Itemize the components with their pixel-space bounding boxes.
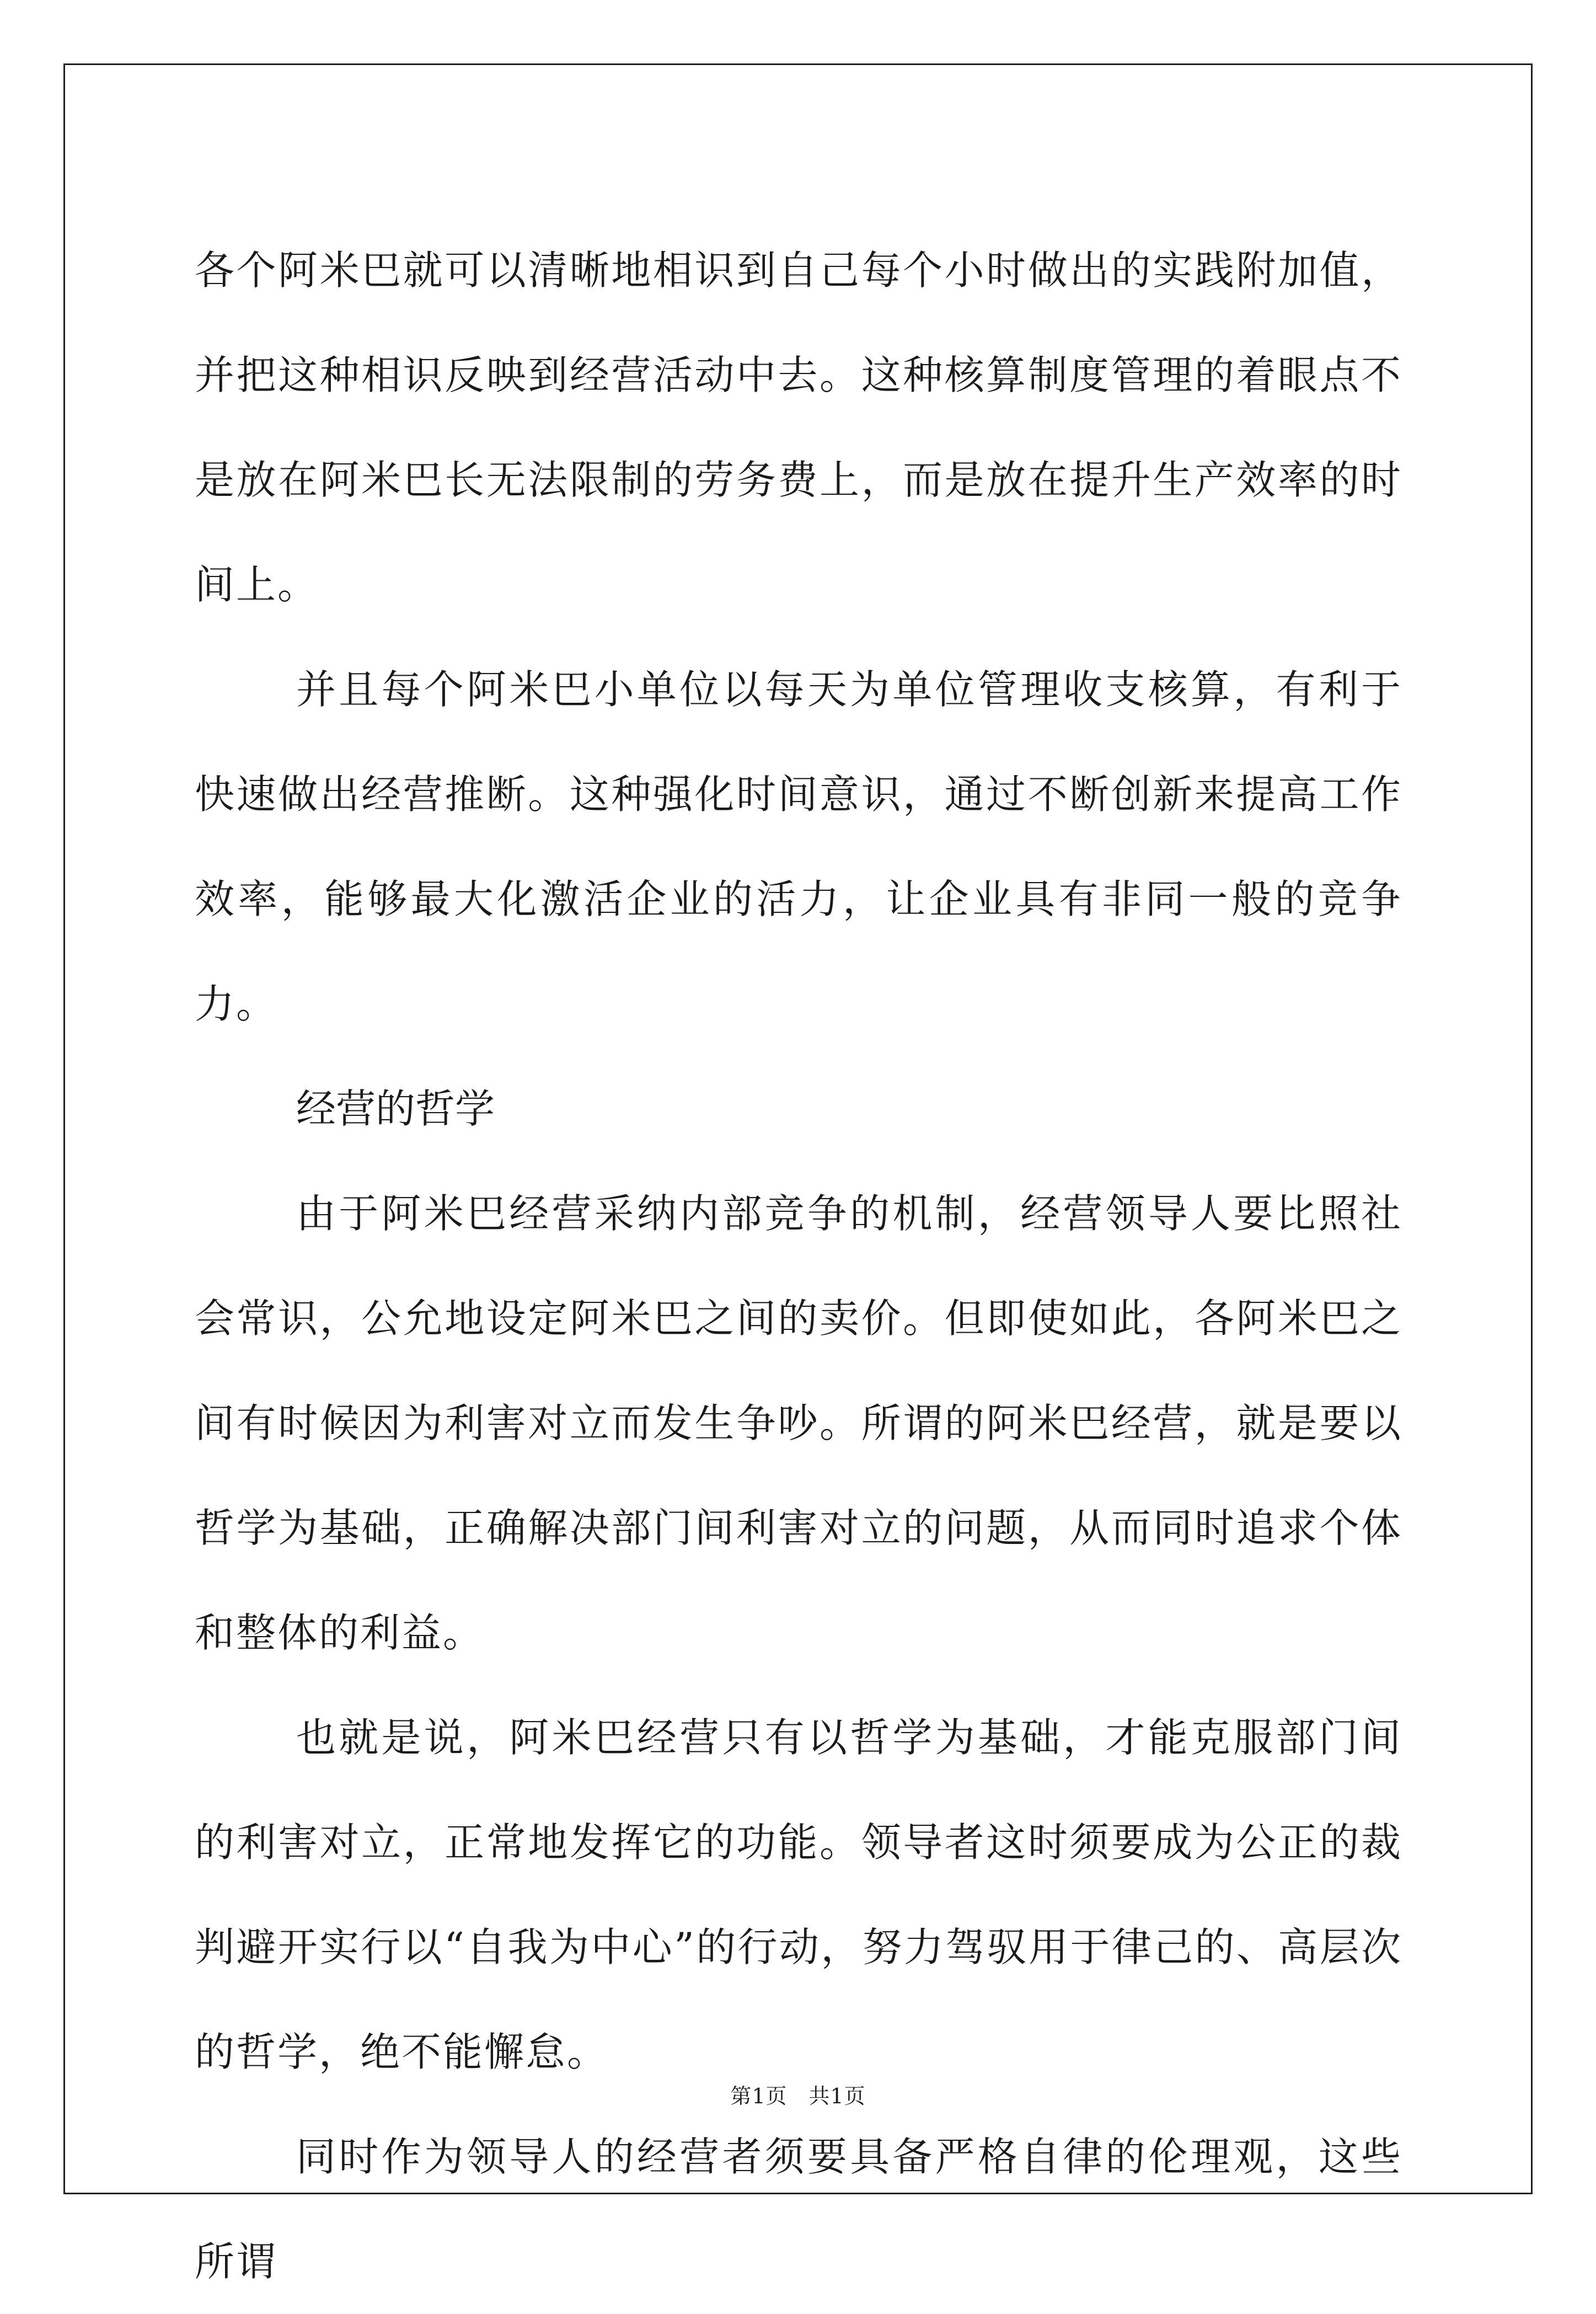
- paragraph-3: 由于阿米巴经营采纳内部竞争的机制，经营领导人要比照社会常识，公允地设定阿米巴之间的卖价。但即使如此，各阿米巴之间有时候因为利害对立而发生争吵。所谓的阿米巴经营，就是要以哲学为基础，正确解决部门间利害对立的问题，从而同时追求个体和整体的利益。: [195, 1190, 1402, 1656]
- document-body: [195, 218, 1402, 2314]
- page-footer: 第1页 共1页: [730, 2084, 866, 2108]
- paragraph-5: 同时作为领导人的经营者须要具备严格自律的伦理观，这些所谓: [195, 2134, 1402, 2285]
- paragraph-2: 并且每个阿米巴小单位以每天为单位管理收支核算，有利于快速做出经营推断。这种强化时间意识，通过不断创新来提高工作效率，能够最大化激活企业的活力，让企业具有非同一般的竞争力。: [195, 666, 1402, 1027]
- paragraph-1: 各个阿米巴就可以清晰地相识到自己每个小时做出的实践附加值，并把这种相识反映到经营活动中去。这种核算制度管理的着眼点不是放在阿米巴长无法限制的劳务费上，而是放在提升生产效率的时间上。: [195, 247, 1402, 608]
- paragraph-4: 也就是说，阿米巴经营只有以哲学为基础，才能克服部门间的利害对立，正常地发挥它的功能。领导者这时须要成为公正的裁判避开实行以“自我为中心”的行动，努力驾驭用于律己的、高层次的哲学，绝不能懈怠。: [195, 1714, 1402, 2075]
- section-heading: 经营的哲学: [296, 1086, 495, 1132]
